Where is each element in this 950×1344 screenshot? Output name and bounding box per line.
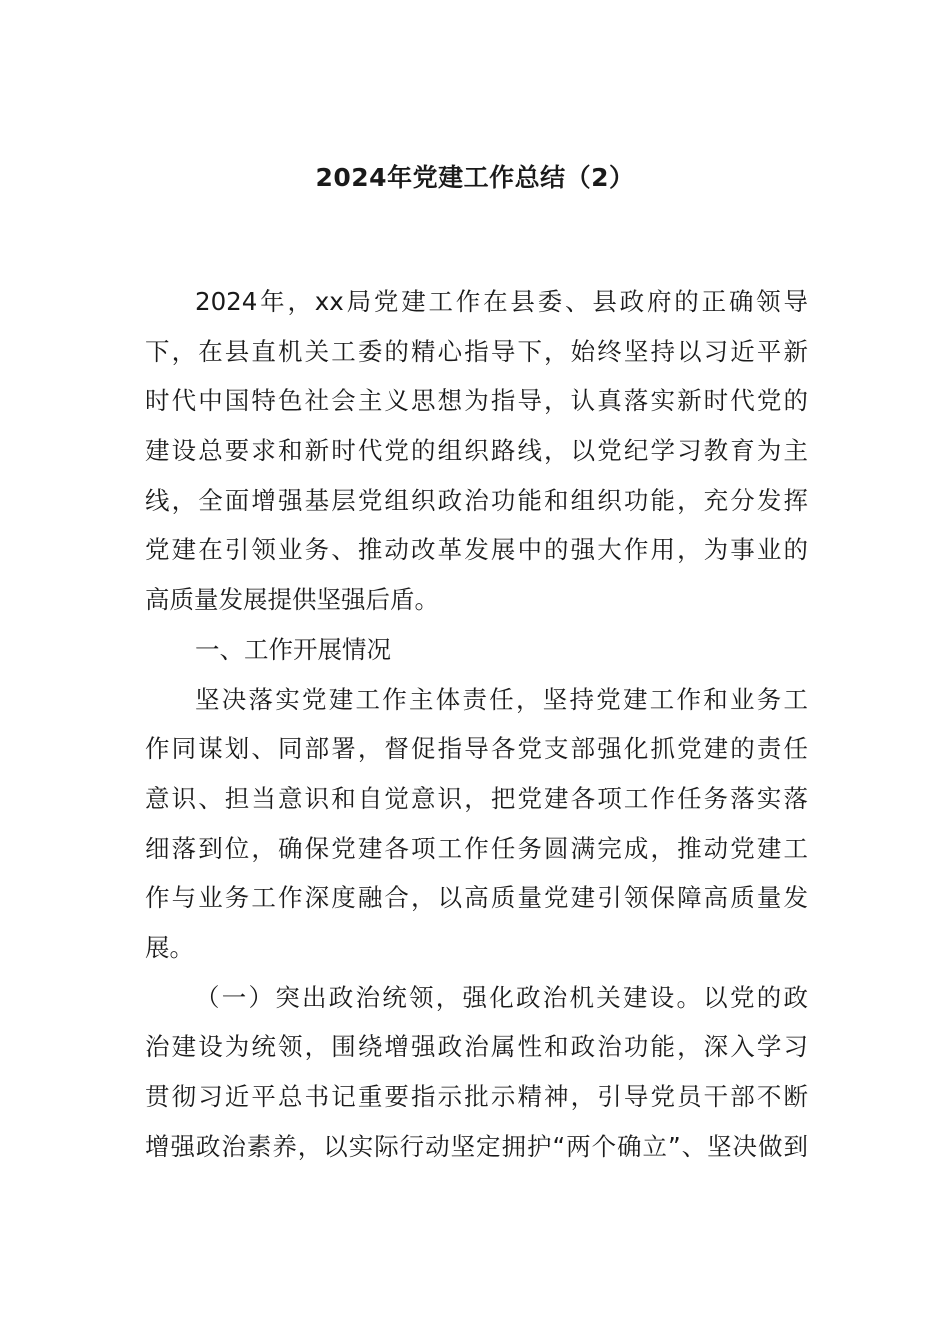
paragraph-1-line-5: 线，全面增强基层党组织政治功能和组织功能，充分发挥: [145, 485, 808, 515]
paragraph-3-line-3: 贯彻习近平总书记重要指示批示精神，引导党员干部不断: [145, 1082, 808, 1111]
paragraph-2-line-1: 坚决落实党建工作主体责任，坚持党建工作和业务工: [195, 684, 808, 714]
document-body: [145, 277, 808, 1171]
paragraph-2-line-3: 意识、担当意识和自觉意识，把党建各项工作任务落实落: [145, 783, 808, 813]
paragraph-1-line-4: 建设总要求和新时代党的组织路线，以党纪学习教育为主: [145, 436, 808, 466]
paragraph-2-line-6: 展。: [145, 932, 194, 962]
paragraph-3-line-2: 治建设为统领，围绕增强政治属性和政治功能，深入学习: [145, 1032, 808, 1062]
paragraph-2-line-5: 作与业务工作深度融合，以高质量党建引领保障高质量发: [145, 883, 808, 913]
paragraph-3-line-4: 增强政治素养，以实际行动坚定拥护“两个确立”、坚决做到: [145, 1131, 808, 1161]
paragraph-1-line-1: 2024年，xx局党建工作在县委、县政府的正确领导: [195, 287, 808, 316]
paragraph-1-line-6: 党建在引领业务、推动改革发展中的强大作用，为事业的: [145, 535, 808, 565]
paragraph-2-line-2: 作同谋划、同部署，督促指导各党支部强化抓党建的责任: [145, 734, 808, 764]
paragraph-1-line-7: 高质量发展提供坚强后盾。: [145, 585, 439, 615]
paragraph-2-line-4: 细落到位，确保党建各项工作任务圆满完成，推动党建工: [145, 833, 808, 863]
document-title: 2024年党建工作总结（2）: [315, 163, 635, 192]
paragraph-3-line-1: （一）突出政治统领，强化政治机关建设。以党的政: [195, 982, 808, 1012]
paragraph-1-line-2: 下，在县直机关工委的精心指导下，始终坚持以习近平新: [145, 336, 808, 366]
paragraph-1-line-3: 时代中国特色社会主义思想为指导，认真落实新时代党的: [145, 386, 808, 416]
section-heading-1: 一、工作开展情况: [195, 634, 391, 664]
